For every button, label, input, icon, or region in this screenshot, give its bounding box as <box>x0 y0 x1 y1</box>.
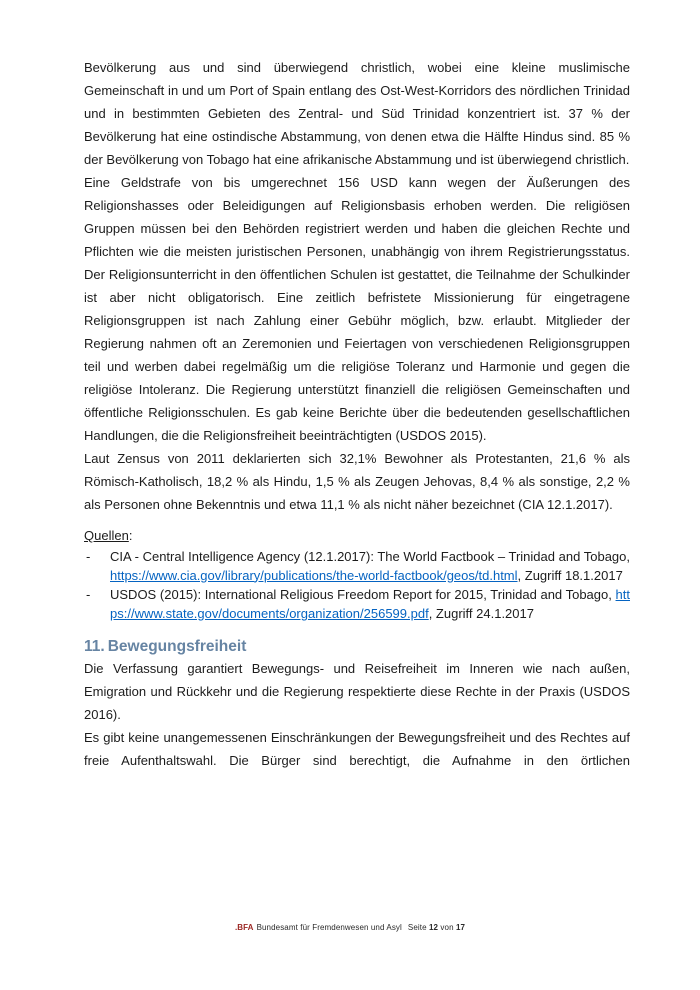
page-footer <box>0 923 700 932</box>
section-heading <box>84 637 630 657</box>
bullet-dash: - <box>86 587 91 602</box>
source-citation-text: CIA - Central Intelligence Agency (12.1.2017): The World Factbook – Trinidad and Tobago, <box>110 549 630 564</box>
source-access-date: , Zugriff 18.1.2017 <box>517 567 623 583</box>
section-number: 11. <box>84 638 105 655</box>
source-list <box>84 548 630 623</box>
list-item <box>84 548 630 585</box>
bullet-dash: - <box>86 549 91 564</box>
page-content <box>84 56 630 772</box>
paragraph-no-restrictions: Es gibt keine unangemessenen Einschränkungen der Bewegungsfreiheit und des Rechtes auf freie Aufenthaltswahl. Die Bürger sind berechtigt, die Aufnahme in den örtlichen <box>84 730 630 768</box>
source-link[interactable]: https://www.state.gov/documents/organization/256599.pdf <box>110 587 630 621</box>
paragraph-religion-population: Bevölkerung aus und sind überwiegend christlich, wobei eine kleine muslimische Gemeinschaft in und um Port of Spain entlang des Ost-West-Korridors des nördlichen Trinidad und in bestimmten Gebieten des Zentral- und Süd Trinidad konzentriert ist. 37 % der Bevölkerung hat eine ostindische Abstammung, von denen etwa die Hälfte Hindus sind. 85 % der Bevölkerung von Tobago hat eine afrikanische Abstammung und ist überwiegend christlich. <box>84 60 630 167</box>
footer-org-name: Bundesamt für Fremdenwesen und Asyl <box>256 923 402 932</box>
sources-heading-colon: : <box>128 528 133 543</box>
sources-heading-label: Quellen <box>84 528 129 543</box>
paragraph-religion-law: Eine Geldstrafe von bis umgerechnet 156 USD kann wegen der Äußerungen des Religionshasses oder Beleidigungen auf Religionsbasis erhoben werden. Die religiösen Gruppen müssen bei den Behörden registriert werden und haben die gleichen Rechte und Pflichten wie die meisten juristischen Personen, unabhängig von ihrem Registrierungsstatus. Der Religionsunterricht in den öffentlichen Schulen ist gestattet, die Teilnahme der Schulkinder ist aber nicht obligatorisch. Eine zeitlich befristete Missionierung für eingetragene Religionsgruppen ist nach Zahlung einer Gebühr möglich, bzw. erlaubt. Mitglieder der Regierung nahmen oft an Zeremonien und Feiertagen von verschiedenen Religionsgruppen teil und werben dabei regelmäßig um die religiöse Toleranz und Harmonie und gegen die religiöse Intoleranz. Die Regierung unterstützt finanziell die religiösen Gemeinschaften und öffentliche Religionsschulen. Es gab keine Berichte über die bedeutenden gesellschaftlichen Handlungen, die die Religionsfreiheit beeinträchtigten (USDOS 2015). <box>84 175 630 443</box>
sources-heading <box>84 526 630 546</box>
source-citation <box>110 548 630 585</box>
footer-page-number: 12 <box>428 923 439 932</box>
footer-page-label: Seite <box>407 923 427 932</box>
footer-of-label: von <box>440 923 454 932</box>
list-item <box>84 586 630 623</box>
section-title: Bewegungsfreiheit <box>107 638 247 655</box>
source-link[interactable]: https://www.cia.gov/library/publications/the-world-factbook/geos/td.html <box>110 567 518 583</box>
paragraph-census-2011: Laut Zensus von 2011 deklarierten sich 32,1% Bewohner als Protestanten, 21,6 % als Römisch-Katholisch, 18,2 % als Hindu, 1,5 % als Zeugen Jehovas, 8,4 % als sonstige, 2,2 % als Personen ohne Bekenntnis und etwa 11,1 % als nicht näher bezeichnet (CIA 12.1.2017). <box>84 451 630 512</box>
bfa-logo-text: .BFA <box>234 923 254 932</box>
paragraph-freedom-of-movement: Die Verfassung garantiert Bewegungs- und Reisefreiheit im Inneren wie nach außen, Emigration und Rückkehr und die Regierung respektierte diese Rechte in der Praxis (USDOS 2016). <box>84 661 630 722</box>
footer-total-pages: 17 <box>455 923 466 932</box>
source-citation <box>110 586 630 623</box>
source-citation-text: USDOS (2015): International Religious Freedom Report for 2015, Trinidad and Tobago, <box>110 587 616 602</box>
source-access-date: , Zugriff 24.1.2017 <box>428 605 534 621</box>
